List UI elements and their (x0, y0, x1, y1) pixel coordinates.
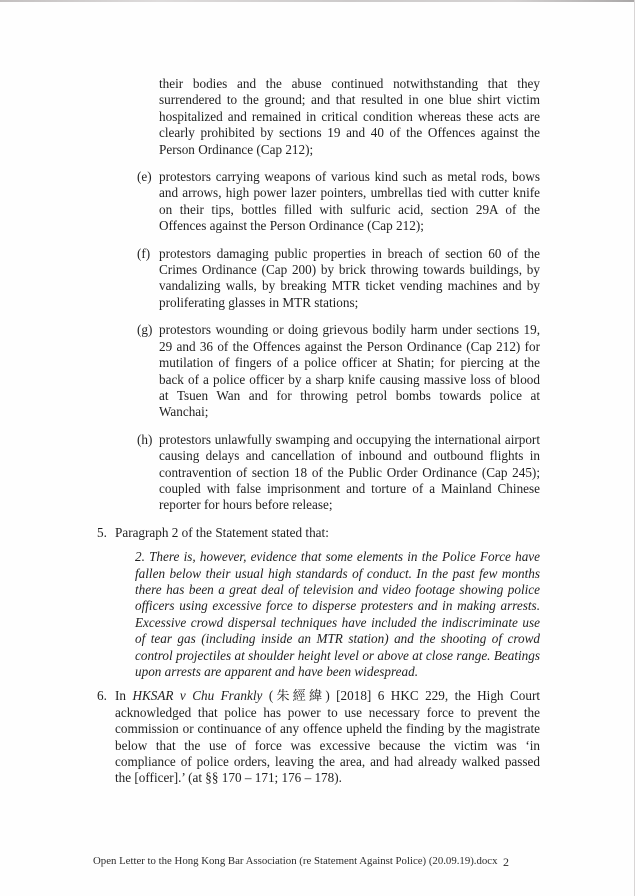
numbered-item-6 (97, 688, 540, 786)
list-text-f: protestors damaging public properties in breach of section 60 of the Crimes Ordinance (Cap 200) by brick throwing towards buildings, by vandalizing walls, by breaking MTR ticket vending machines and by proliferating glasses in MTR stations; (159, 245, 540, 310)
list-marker-g: (g) (137, 322, 153, 338)
numbered-text-5: Paragraph 2 of the Statement stated that: (115, 524, 329, 540)
numbered-marker-5: 5. (97, 524, 107, 540)
list-text-e: protestors carrying weapons of various kind such as metal rods, bows and arrows, high power lazer pointers, umbrellas tied with cutter knife on their tips, bottles filled with sulfuric acid, section 29A of the Offences against the Person Ordinance (Cap 212); (159, 169, 540, 234)
numbered-text-6 (115, 688, 540, 786)
list-marker-h: (h) (137, 431, 153, 447)
paragraph-continuation: their bodies and the abuse continued notwithstanding that they surrendered to the ground; and that resulted in one blue shirt victim hospitalized and remained in critical condition whereas these acts are clearly prohibited by sections 19 and 40 of the Offences against the Person Ordinance (Cap 212); (159, 76, 540, 157)
item-6-after-case: (朱經緯) [2018] 6 HKC 229, the High Court acknowledged that police has power to use necessary force to prevent the commission or continuance of any offence upheld the finding by the magistrate below that the use of force was excessive because the victim was ‘in compliance of police orders, leaving the area, and had already walked passed the [officer].’ (at §§ 170 – 171; 176 – 178). (115, 688, 541, 786)
scan-edge-top (0, 0, 635, 2)
numbered-item-5 (97, 525, 540, 541)
statement-block-quote: 2. There is, however, evidence that some elements in the Police Force have fallen below their usual high standards of conduct. In the past few months there has been a great deal of television and video footage showing police officers using excessive force to disperse protesters and in making arrests. Excessive crowd dispersal techniques have included the indiscriminate use of tear gas (including inside an MTR station) and the shooting of crowd control projectiles at shoulder height level or above at close range. Beatings upon arrests are apparent and have been widespread. (135, 549, 540, 679)
footer-filename: Open Letter to the Hong Kong Bar Association (re Statement Against Police) (20.09.19).docx (93, 855, 498, 867)
item-6-lead: In (115, 688, 133, 704)
document-body (97, 76, 540, 795)
list-text-h: protestors unlawfully swamping and occupying the international airport causing delays and cancellation of inbound and outbound flights in contravention of section 18 of the Public Order Ordinance (Cap 245); coupled with false imprisonment and torture of a Mainland Chinese reporter for hours before release; (159, 431, 540, 513)
case-citation: HKSAR v Chu Frankly (132, 688, 263, 704)
numbered-marker-6: 6. (97, 688, 107, 704)
list-item-g (137, 322, 540, 420)
list-marker-f: (f) (137, 245, 151, 261)
list-marker-e: (e) (137, 169, 152, 185)
list-text-g: protestors wounding or doing grievous bodily harm under sections 19, 29 and 36 of the Offences against the Person Ordinance (Cap 212) for mutilation of fingers of a police officer at Shatin; for piercing at the back of a police officer by a sharp knife causing massive loss of blood at Tsuen Wan and for throwing petrol bombs towards police at Wanchai; (159, 322, 540, 420)
footer-page-number: 2 (503, 855, 509, 869)
list-item-h (137, 432, 540, 514)
list-item-f (137, 246, 540, 312)
list-item-e (137, 169, 540, 235)
